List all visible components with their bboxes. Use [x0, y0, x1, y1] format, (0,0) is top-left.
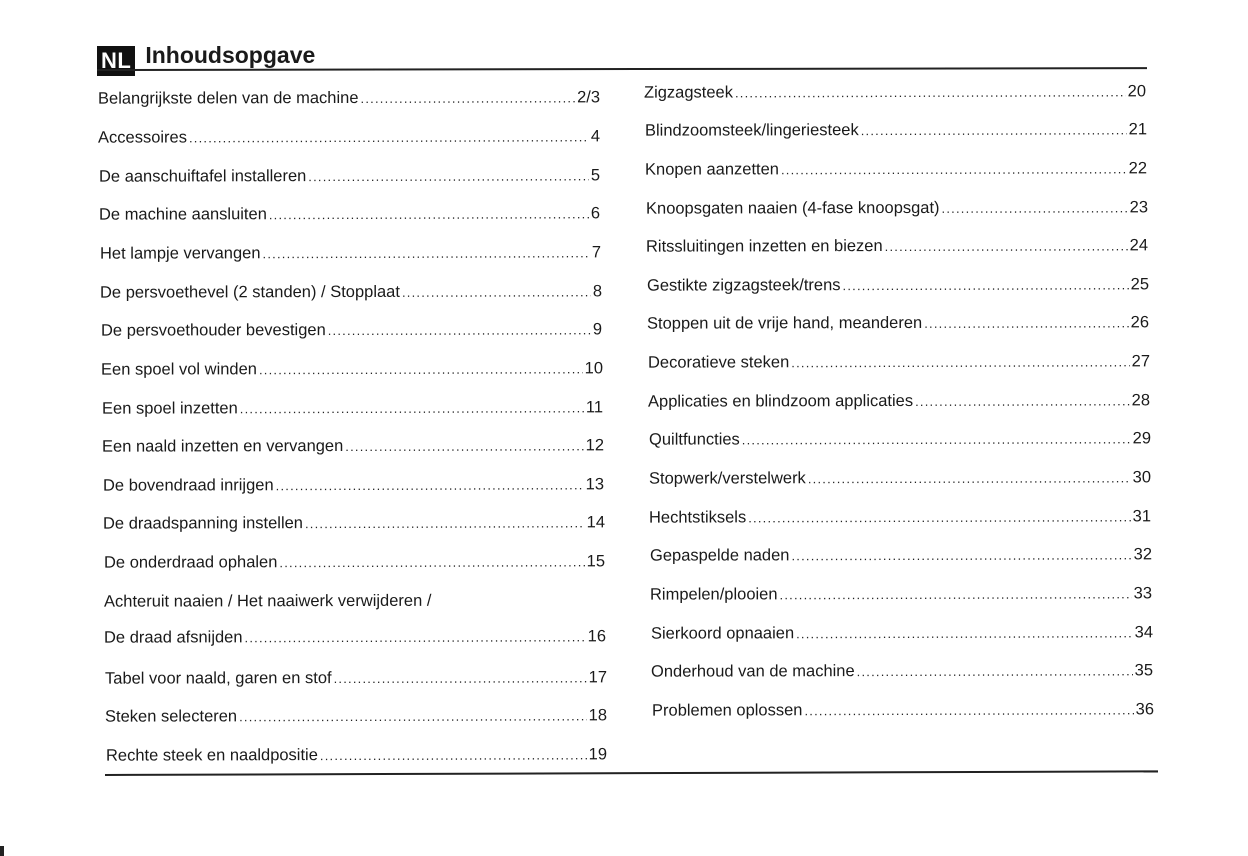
toc-entry-page-number: 10 [584, 359, 604, 378]
toc-leader-dots [742, 431, 1131, 447]
toc-entry-page-number: 11 [585, 398, 604, 417]
toc-entry [649, 468, 1151, 488]
footer-rule [105, 770, 1158, 776]
toc-entry [104, 552, 605, 572]
scan-edge-mark [0, 846, 4, 856]
toc-entry-page-number: 9 [592, 320, 603, 339]
toc-entry-label: Gepaspelde naden [649, 546, 790, 565]
toc-entry-label: Zigzagsteek [643, 83, 733, 102]
toc-entry-page-number: 17 [588, 668, 608, 687]
toc-entry-label: Een spoel vol winden [100, 360, 257, 379]
toc-entry [103, 475, 604, 495]
toc-entry [646, 198, 1148, 218]
toc-entry [651, 661, 1153, 681]
toc-leader-dots [305, 515, 585, 531]
page-title: Inhoudsopgave [145, 42, 316, 68]
toc-entry [98, 88, 600, 108]
toc-leader-dots [781, 161, 1127, 177]
language-badge: NL [97, 46, 135, 76]
toc-entry-label: Applicaties en blindzoom applicaties [647, 391, 914, 411]
toc-leader-dots [402, 284, 591, 299]
toc-entry-page-number: 30 [1132, 468, 1152, 487]
toc-entry-page-number: 7 [591, 243, 602, 262]
toc-entry [102, 398, 603, 418]
toc-entry-page-number: 34 [1134, 623, 1154, 642]
toc-leader-dots [308, 168, 589, 184]
toc-entry-page-number: 14 [586, 513, 606, 532]
toc-entry [103, 513, 605, 533]
toc-leader-dots [244, 629, 585, 645]
toc-entry [644, 82, 1146, 102]
toc-entry [648, 391, 1150, 411]
toc-entry-label: Stoppen uit de vrije hand, meanderen [646, 313, 923, 333]
toc-entry-label: Belangrijkste delen van de machine [97, 88, 359, 108]
toc-entry-page-number: 27 [1131, 352, 1151, 371]
toc-entry [105, 668, 607, 688]
toc-leader-dots [328, 322, 591, 338]
toc-entry-label: Problemen oplossen [651, 701, 803, 720]
toc-entry [105, 706, 607, 726]
toc-leader-dots [320, 747, 587, 763]
toc-entry-page-number: 35 [1134, 661, 1154, 680]
toc-entry-page-number: 28 [1131, 391, 1151, 410]
toc-entry-page-number: 22 [1128, 159, 1148, 178]
toc-leader-dots [808, 470, 1131, 486]
toc-entry-label: Onderhoud van de machine [650, 662, 855, 681]
toc-entry-page-number: 32 [1133, 545, 1153, 564]
toc-entry [106, 745, 607, 765]
toc-leader-dots [779, 586, 1131, 602]
toc-entry-page-number: 20 [1127, 82, 1147, 101]
toc-leader-dots [861, 122, 1127, 138]
toc-entry-label: Knopen aanzetten [644, 160, 779, 179]
toc-entry-label: Sierkoord opnaaien [650, 624, 795, 643]
toc-leader-dots [748, 509, 1130, 525]
toc-leader-dots [791, 547, 1131, 563]
toc-entry-label: De draad afsnijden [103, 628, 243, 647]
toc-entry [650, 584, 1152, 604]
toc-entry [647, 313, 1149, 333]
toc-leader-dots [239, 708, 587, 724]
toc-leader-dots [885, 238, 1128, 254]
toc-entry-page-number: 18 [588, 706, 608, 725]
toc-entry-label: Een naald inzetten en vervangen [101, 437, 344, 456]
toc-leader-dots [915, 393, 1130, 409]
toc-entry-label: Steken selecteren [104, 707, 238, 726]
toc-entry-page-number: 15 [586, 552, 606, 571]
toc-entry [100, 282, 602, 302]
toc-entry-label: De onderdraad ophalen [103, 553, 278, 572]
toc-entry-page-number: 29 [1132, 429, 1152, 448]
toc-entry-page-number: 26 [1130, 313, 1150, 332]
toc-entry-label: Decoratieve steken [647, 353, 790, 372]
toc-entry-page-number: 36 [1135, 700, 1155, 719]
toc-leader-dots [259, 361, 583, 377]
toc-leader-dots [334, 670, 587, 686]
toc-entry-label: Hechtstiksels [648, 508, 747, 527]
toc-entry [645, 120, 1147, 140]
toc-entry-label: Een spoel inzetten [101, 399, 238, 418]
toc-entry-label: Ritssluitingen inzetten en biezen [645, 237, 883, 256]
toc-leader-dots [735, 84, 1126, 100]
toc-leader-dots [942, 200, 1128, 215]
header-rule [97, 67, 1147, 71]
toc-leader-dots [857, 663, 1133, 679]
toc-entry-page-number: 31 [1132, 507, 1152, 526]
toc-entry [99, 204, 600, 224]
toc-leader-dots [262, 245, 589, 261]
toc-entry-label: Gestikte zigzagsteek/trens [646, 276, 841, 295]
toc-entry-page-number: 19 [588, 745, 608, 764]
toc-entry-page-number: 23 [1129, 198, 1149, 217]
toc-leader-dots [345, 438, 583, 454]
toc-leader-dots [804, 702, 1133, 718]
toc-entry [650, 545, 1152, 565]
toc-entry-label: De bovendraad inrijgen [102, 476, 274, 495]
toc-entry [101, 359, 603, 379]
toc-entry-label: De persvoethevel (2 standen) / Stopplaat [99, 282, 400, 302]
toc-leader-dots [189, 129, 589, 145]
toc-entry-page-number: 5 [590, 166, 601, 185]
toc-entry [646, 236, 1148, 256]
toc-entry-page-number: 4 [590, 127, 601, 146]
toc-leader-dots [269, 206, 589, 222]
toc-entry-page-number: 33 [1133, 584, 1153, 603]
toc-entry-label: Rimpelen/plooien [649, 585, 778, 604]
toc-entry [99, 166, 600, 186]
toc-leader-dots [240, 400, 584, 416]
toc-entry [651, 623, 1153, 643]
toc-leader-dots [924, 315, 1128, 331]
toc-entry [647, 275, 1149, 295]
toc-entry [98, 127, 600, 147]
toc-entry-page-number: 25 [1130, 275, 1150, 294]
toc-entry-page-number: 24 [1129, 236, 1149, 255]
toc-entry-page-number: 6 [590, 204, 601, 223]
toc-leader-dots [360, 90, 575, 106]
toc-leader-dots [279, 554, 584, 570]
toc-entry-page-number: 8 [592, 282, 603, 301]
toc-entry [645, 159, 1147, 179]
toc-entry [100, 243, 601, 263]
toc-entry-label: Blindzoomsteek/lingeriesteek [644, 121, 859, 140]
toc-entry [104, 591, 605, 611]
toc-entry-label: De persvoethouder bevestigen [100, 321, 326, 340]
toc-entry-label: De draadspanning instellen [102, 514, 304, 533]
toc-leader-dots [796, 625, 1133, 641]
toc-leader-dots [276, 477, 584, 493]
toc-entry [649, 429, 1151, 449]
toc-entry-label: Stopwerk/verstelwerk [648, 469, 806, 488]
toc-entry-label: Accessoires [97, 128, 187, 147]
toc-entry-page-number: 21 [1128, 120, 1148, 139]
toc-entry-page-number: 2/3 [577, 88, 601, 107]
toc-entry-page-number: 16 [587, 627, 607, 646]
toc-entry-page-number: 12 [585, 436, 605, 455]
toc-entry-label: Het lampje vervangen [99, 244, 261, 263]
toc-entry-label: Achteruit naaien / Het naaiwerk verwijderen / [103, 591, 432, 611]
toc-entry-label: Rechte steek en naaldpositie [105, 746, 318, 765]
toc-entry [101, 320, 602, 340]
toc-entry-page-number: 13 [585, 475, 605, 494]
toc-leader-dots [791, 354, 1129, 370]
toc-entry [648, 352, 1150, 372]
toc-entry [652, 700, 1154, 720]
toc-entry [649, 507, 1151, 527]
toc-entry-label: De machine aansluiten [98, 205, 267, 224]
toc-entry-label: Quiltfuncties [648, 430, 740, 449]
toc-entry [102, 436, 604, 456]
toc-entry-label: Knoopsgaten naaien (4-fase knoopsgat) [645, 198, 940, 218]
toc-leader-dots [842, 277, 1128, 293]
toc-entry-label: De aanschuiftafel installeren [98, 167, 307, 186]
toc-entry [104, 627, 606, 647]
toc-entry-label: Tabel voor naald, garen en stof [104, 669, 332, 688]
